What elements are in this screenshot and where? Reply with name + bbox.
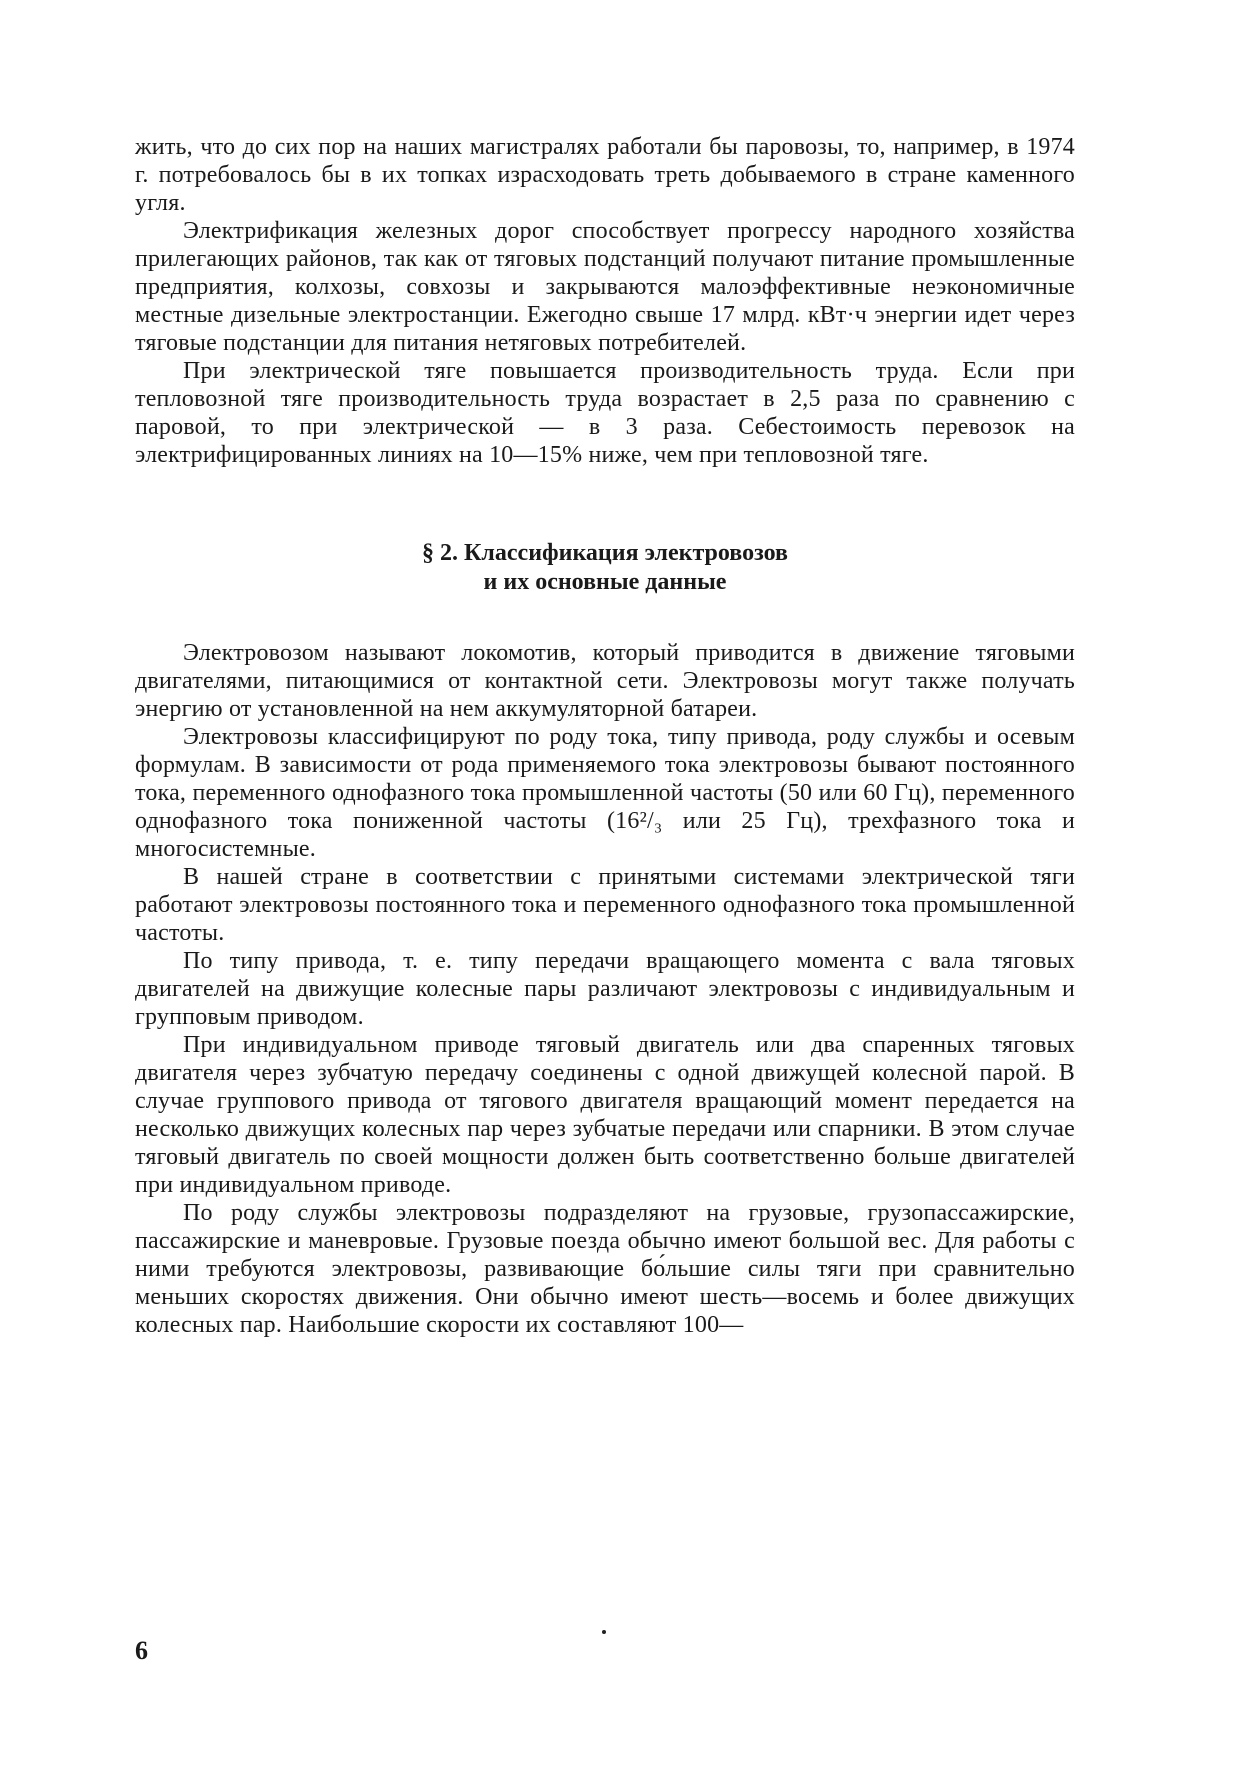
paragraph-individual-drive: При индивидуальном приводе тяговый двигатель или два спаренных тяговых двигателя через зубчатую передачу соединены с одной движущей колесной парой. В случае группового привода от тягового двигателя вращающий момент передается на несколько движущих колесных пар через зубчатые передачи или спарники. В этом случае тяговый двигатель по своей мощности должен быть соответственно больше двигателей при индивидуальном приводе. bbox=[135, 1032, 1075, 1198]
section-heading-line-2: и их основные данные bbox=[483, 569, 727, 595]
paragraph-productivity: При электрической тяге повышается производительность труда. Если при тепловозной тяге производительность труда возрастает в 2,5 раза по сравнению с паровой, то при электрической — в 3 раза. Себестоимость перевозок на электрифицированных линиях на 10—15% ниже, чем при тепловозной тяге. bbox=[135, 358, 1075, 468]
paragraph-service-type: По роду службы электровозы подразделяют на грузовые, грузопассажирские, пассажирские и маневровые. Грузовые поезда обычно имеют большой вес. Для работы с ними требуются электровозы, развивающие бо́льшие силы тяги при сравнительно меньших скоростях движения. Они обычно имеют шесть—восемь и более движущих колесных пар. Наибольшие скорости их составляют 100— bbox=[135, 1200, 1075, 1338]
text-column bbox=[135, 133, 1075, 1339]
page-number: 6 bbox=[135, 1636, 148, 1665]
section-heading bbox=[135, 539, 1075, 597]
print-speck bbox=[602, 1630, 606, 1634]
paragraph-definition: Электровозом называют локомотив, который приводится в движение тяговыми двигателями, питающимися от контактной сети. Электровозы могут также получать энергию от установленной на нем аккумуляторной батареи. bbox=[135, 640, 1075, 722]
paragraph-national-systems: В нашей стране в соответствии с принятыми системами электрической тяги работают электровозы постоянного тока и переменного однофазного тока промышленной частоты. bbox=[135, 864, 1075, 946]
paragraph-drive-type: По типу привода, т. е. типу передачи вращающего момента с вала тяговых двигателей на движущие колесные пары различают электровозы с индивидуальным и групповым приводом. bbox=[135, 948, 1075, 1030]
paragraph-electrification-economy: Электрификация железных дорог способствует прогрессу народного хозяйства прилегающих районов, так как от тяговых подстанций получают питание промышленные предприятия, колхозы, совхозы и закрываются малоэффективные неэкономичные местные дизельные электростанции. Ежегодно свыше 17 млрд. кВт·ч энергии идет через тяговые подстанции для питания нетяговых потребителей. bbox=[135, 218, 1075, 356]
paragraph-classification: Электровозы классифицируют по роду тока, типу привода, роду службы и осевым формулам. В зависимости от рода применяемого тока электровозы бывают постоянного тока, переменного однофазного тока промышленной частоты (50 или 60 Гц), переменного однофазного тока пониженной частоты (16²/₃ или 25 Гц), трехфазного тока и многосистемные. bbox=[135, 724, 1075, 862]
section-heading-line-1: § 2. Классификация электровозов bbox=[422, 540, 788, 566]
paragraph-continued: жить, что до сих пор на наших магистралях работали бы паровозы, то, например, в 1974 г. потребовалось бы в их топках израсходовать треть добываемого в стране каменного угля. bbox=[135, 134, 1075, 216]
